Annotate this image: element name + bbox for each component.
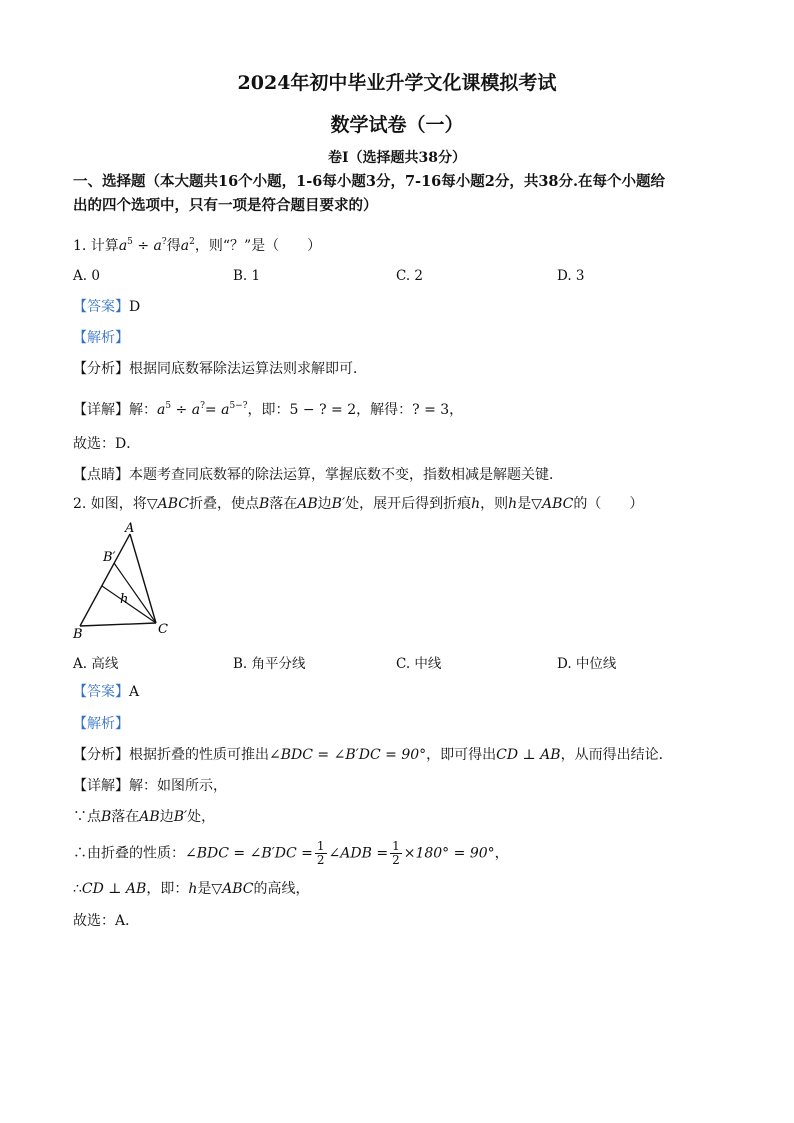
q2-option-c: C. 中线 [396, 656, 442, 672]
fraction-half-1: $\frac{1}{2}$ [316, 839, 325, 867]
q1-answer: 【答案】D [73, 299, 141, 315]
q2-xiangjie: 【详解】解：如图所示， [73, 778, 227, 794]
q1-option-b: B. 1 [233, 268, 261, 284]
label-c: C [158, 622, 168, 637]
label-b: B [73, 627, 83, 642]
q2-therefore2: ∴CD ⊥ AB，即：h是▽ABC的高线， [73, 881, 310, 897]
label-bp: B′ [103, 550, 116, 565]
section-instructions-line2: 出的四个选项中，只有一项是符合题目要求的） [73, 197, 378, 214]
edge-bc [80, 623, 156, 626]
q1-option-a: A. 0 [73, 268, 100, 284]
exam-title: 2024年初中毕业升学文化课模拟考试 [237, 72, 557, 94]
q2-because: ∵点B落在AB边B′处， [73, 809, 216, 825]
q2-therefore1: ∴由折叠的性质：∠BDC = ∠B′DC = $\frac{1}{2}$ ∠ADB = $\frac{1}{2}$ ×180° = 90°， [73, 839, 509, 867]
q1-guxuan: 故选：D． [73, 436, 141, 452]
volume-heading: 卷I（选择题共38分） [327, 150, 467, 166]
q1-option-c: C. 2 [396, 268, 424, 284]
q2-guxuan: 故选：A． [73, 913, 140, 929]
section-instructions-line1: 一、选择题（本大题共16个小题，1-6每小题3分，7-16每小题2分，共38分.在每个小题给 [73, 173, 666, 190]
q1-stem: 1. 计算$a^5 \div a^?$得$a^2$，则“？”是（ ） [73, 237, 322, 254]
q2-option-b: B. 角平分线 [233, 656, 306, 672]
q2-option-d: D. 中位线 [557, 656, 617, 672]
label-h: h [120, 592, 129, 607]
fraction-half-2: $\frac{1}{2}$ [392, 839, 400, 867]
triangle-figure [70, 520, 180, 645]
q1-option-d: D. 3 [557, 268, 585, 284]
q2-stem: 2. 如图，将▽ABC折叠，使点B落在AB边B′处，展开后得到折痕h，则h是▽ABC的（ ） [73, 496, 644, 512]
q1-fenxi: 【分析】根据同底数幂除法运算法则求解即可． [73, 361, 367, 377]
q1-dianjing: 【点睛】本题考查同底数幂的除法运算，掌握底数不变，指数相减是解题关键． [73, 467, 563, 483]
exam-subtitle: 数学试卷（一） [330, 114, 464, 136]
q2-option-a: A. 高线 [73, 656, 119, 672]
q2-jiexi-tag: 【解析】 [73, 716, 129, 732]
q2-fenxi: 【分析】根据折叠的性质可推出∠BDC = ∠B′DC = 90°，即可得出CD ⊥ AB，从而得出结论． [73, 747, 673, 763]
q1-xiangjie: 【详解】解：$a^5 \div a^?= a^{5-?}$，即：5 − ? = 2，解得：? = 3， [73, 401, 464, 418]
edge-ab [80, 534, 130, 626]
label-a: A [125, 521, 135, 536]
q1-jiexi-tag: 【解析】 [73, 330, 129, 346]
fold-line [102, 586, 156, 623]
edge-ac [130, 534, 156, 623]
q2-answer: 【答案】A [73, 684, 140, 700]
